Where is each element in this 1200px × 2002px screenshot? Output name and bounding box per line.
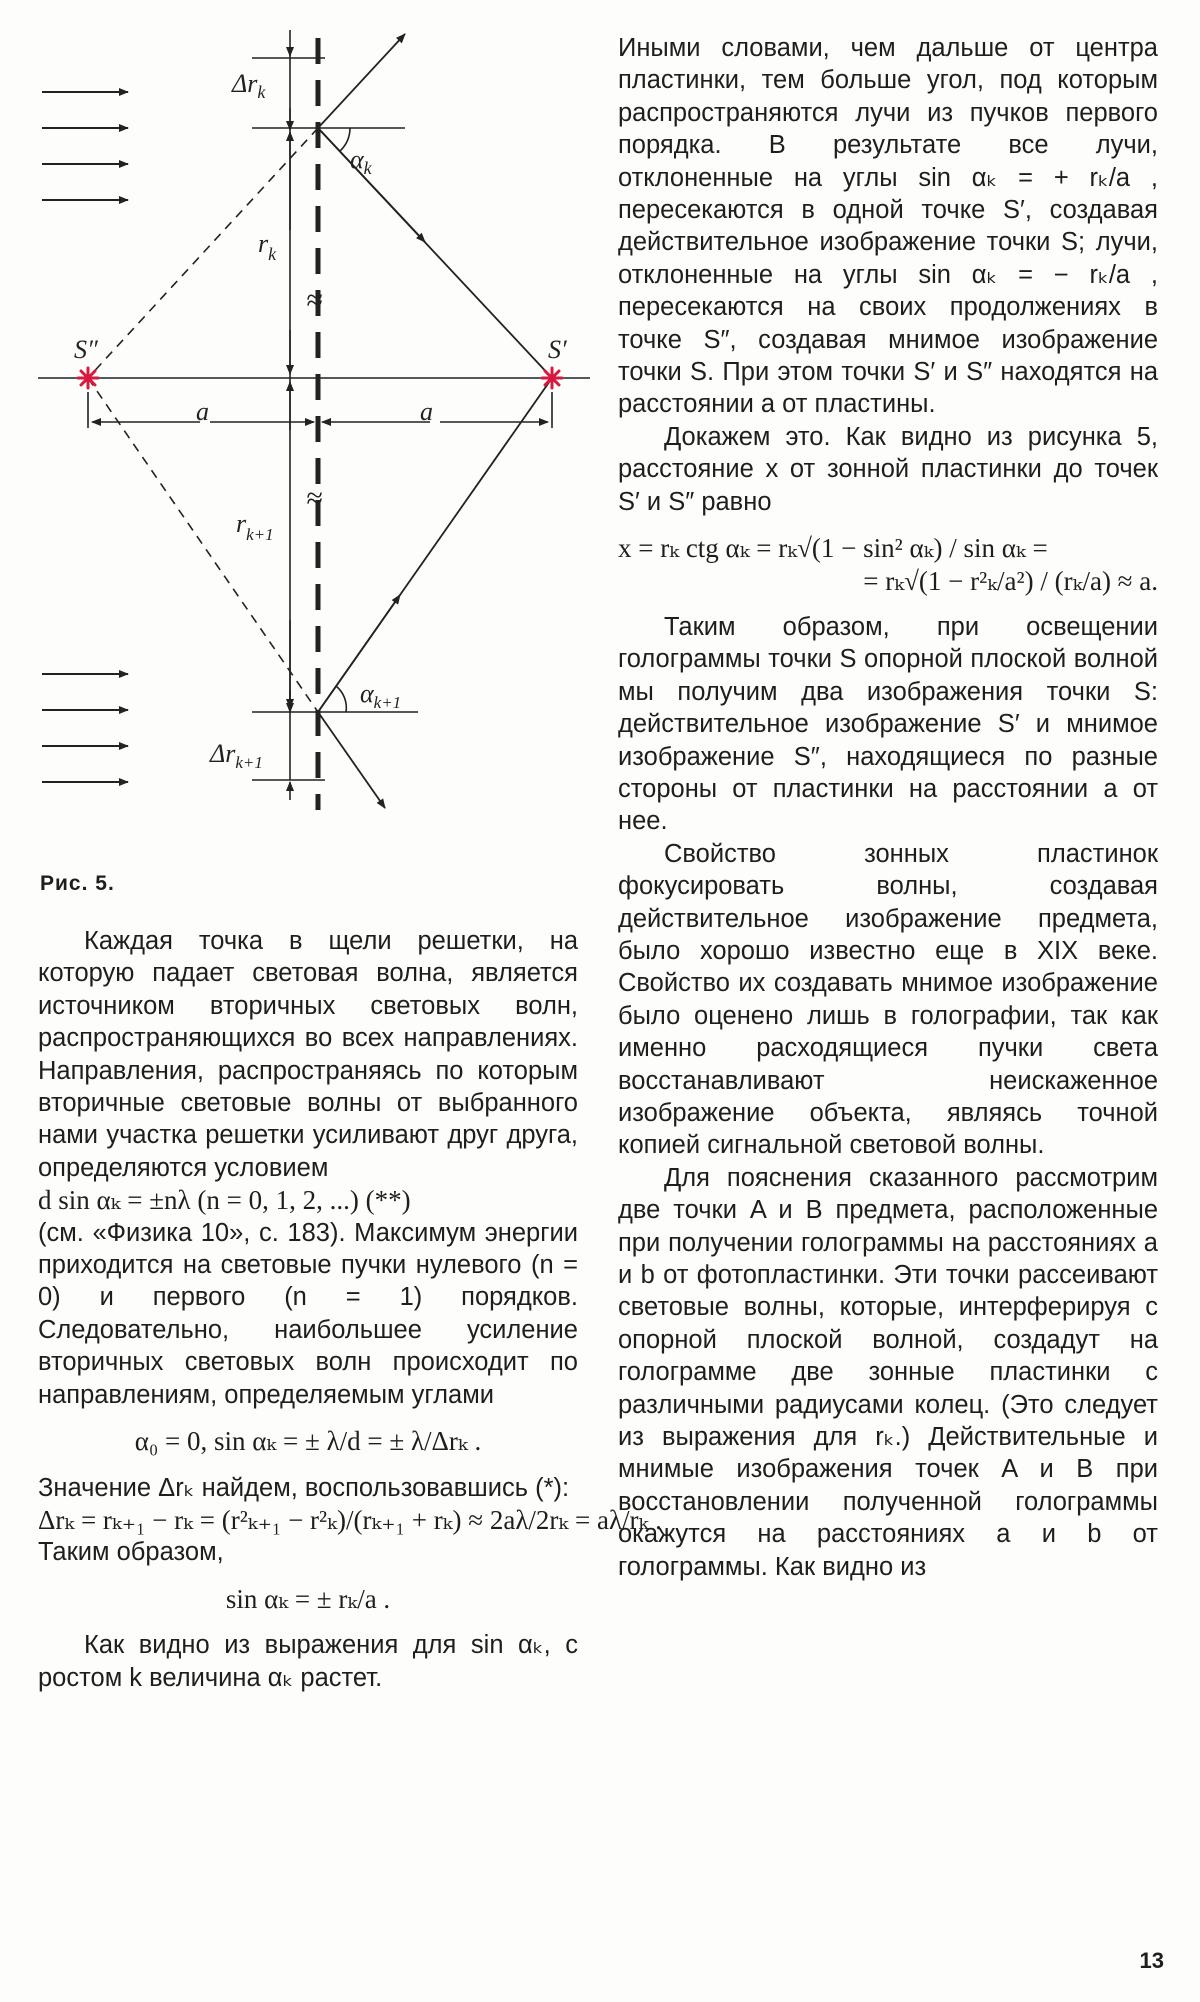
arc-alpha-k (340, 128, 350, 151)
right-paragraph-1: Иными словами, чем дальше от центра пластинки, тем больше угол, под которым распространяются лучи из пучков первого порядка. В результате все лучи, отклоненные на углы sin αₖ = + rₖ/a , пересекаются в одной точке S′, создавая действительное изображение точки S; лучи, отклоненные на углы sin αₖ = − rₖ/a , пересекаются на своих продолжениях в точке S″, создавая мнимое изображение точки S. При этом точки S′ и S″ находятся на расстоянии a от пластины. (618, 34, 1158, 419)
left-paragraph-2: (см. «Физика 10», с. 183). Максимум энергии приходится на световые пучки нулевого (n = 0) и первого (n = 1) порядков. Следовательно, наибольшее усиление вторичных световых волн происходит по направлениям, определяемым углами (38, 1218, 578, 1409)
incident-wave-arrows-bottom (42, 674, 128, 782)
ray-bottom-outgoing (318, 712, 385, 808)
figure-caption: Рис. 5. (40, 872, 115, 895)
label-approx-top: ≈ (306, 284, 323, 317)
left-paragraph-5: Как видно из выражения для sin αₖ, с ростом k величина αₖ растет. (38, 1631, 578, 1692)
virtual-ray-bottom (88, 378, 318, 712)
label-a-right: a (420, 397, 433, 426)
formula-grating-condition: d sin αₖ = ±nλ (n = 0, 1, 2, ...) (**) (38, 1185, 411, 1216)
label-delta-rk: $\Delta r_k$ (232, 69, 266, 102)
label-alpha-k1: $\alpha_{k+1}$ (360, 679, 402, 712)
label-approx-bottom: ≈ (306, 482, 323, 515)
zone-plate-diagram (0, 0, 600, 860)
label-delta-rk1: $\Delta r_{k+1}$ (210, 739, 263, 772)
right-paragraph-5: Для пояснения сказанного рассмотрим две точки A и B предмета, расположенные при получении голограммы на расстояниях a и b от фотопластинки. Эти точки рассеивают световые волны, которые, интерферируя с опорной плоской волной, создадут на голограмме две зонные пластинки с различными радиусами колец. (Это следует из выражения для rₖ.) Действительные и мнимые изображения точек A и B при восстановлении полученной голограммы окажутся на расстояниях a и b от голограммы. Как видно из (618, 1163, 1158, 1581)
right-paragraph-3: Таким образом, при освещении голограммы точки S опорной плоской волной мы получим два изображения точки S: действительное изображение S′ и мнимое изображение S″, находящиеся по разные стороны от пластинки на расстоянии a от нее. (618, 612, 1158, 836)
star-s-prime (542, 368, 562, 388)
right-column (618, 32, 1158, 1583)
incident-wave-arrows-top (42, 92, 128, 200)
formula-sin-alpha: sin αₖ = ± rₖ/a . (225, 1583, 391, 1614)
label-a-left: a (196, 397, 209, 426)
ray-top-outgoing (318, 34, 405, 128)
ray-top-arrow (318, 128, 425, 242)
label-alpha-k: $\alpha_k$ (350, 145, 372, 178)
formula-angles: α₀ = 0, sin αₖ = ± λ/d = ± λ/Δrₖ . (134, 1426, 482, 1457)
right-paragraph-4: Свойство зонных пластинок фокусировать волны, создавая действительное изображение предмета, было хорошо известно еще в XIX веке. Свойство их создавать мнимое изображение было оценено лишь в голографии, так как именно расходящиеся пучки света восстанавливают неискаженное изображение объекта, являясь точной копией сигнальной световой волны. (618, 839, 1158, 1160)
page-number: 13 (1139, 1948, 1164, 1973)
right-paragraph-2: Докажем это. Как видно из рисунка 5, расстояние x от зонной пластинки до точек S′ и S″ равно (618, 422, 1158, 516)
label-s-double: S″ (74, 335, 98, 364)
virtual-ray-top (88, 128, 318, 378)
formula-x-distance: x = rₖ ctg αₖ = rₖ√(1 − sin² αₖ) / sin αₖ = (618, 533, 1048, 564)
arc-alpha-k1 (336, 686, 346, 712)
left-paragraph-4: Таким образом, (38, 1538, 224, 1567)
left-paragraph-1: Каждая точка в щели решетки, на которую падает световая волна, является источником вторичных световых волн, распространяющихся во всех направлениях. Направления, распространяясь по которым вторичные световые волны от выбранного нами участка решетки усиливают друг друга, определяются условием (38, 927, 578, 1182)
label-s-prime: S′ (548, 335, 567, 364)
left-column (38, 925, 662, 1694)
label-r-k1: $r_{k+1}$ (236, 509, 274, 544)
left-paragraph-3: Значение Δrₖ найдем, воспользовавшись (*): (38, 1473, 570, 1502)
figure-5 (0, 0, 600, 860)
formula-x-approx: = rₖ√(1 − r²ₖ/a²) / (rₖ/a) ≈ a. (863, 565, 1158, 596)
formula-delta-rk: Δrₖ = rₖ₊₁ − rₖ = (r²ₖ₊₁ − r²ₖ)/(rₖ₊₁ + rₖ) ≈ 2aλ/2rₖ = aλ/rₖ . (38, 1504, 662, 1535)
star-s-double (78, 368, 98, 388)
label-r-k: $r_k$ (258, 229, 277, 264)
